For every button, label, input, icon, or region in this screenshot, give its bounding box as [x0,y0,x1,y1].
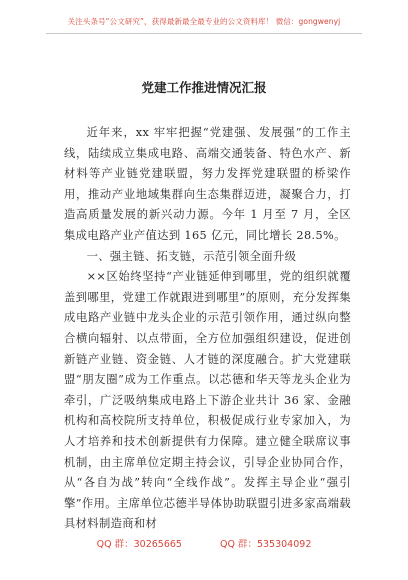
intro-paragraph: 近年来，xx 牢牢把握“党建强、发展强”的工作主线，陆续成立集成电路、高端交通装备、特色水产、新材料等产业链党建联盟，努力发挥党建联盟的桥梁作用，推动产业地域集群向生态集群迈进，凝聚合力，打造高质量发展的新兴动力源。今年 1 月至 7 月，全区集成电路产业产值达到 165 亿元，同比增长 28.5%。 [64,126,351,242]
qq-group-2: QQ 群：535304092 [219,539,312,550]
document-title: 党建工作推进情况汇报 [141,80,267,95]
promo-header: 关注头条号“公文研究”，获得最新最全最专业的公文资料库！ 微信：gongwenyj [67,17,341,26]
qq-group-1: QQ 群：30265665 [96,539,182,550]
qq-footer [0,536,408,550]
document-body [64,123,351,535]
section-paragraph: ××区始终坚持“产业链延伸到哪里，党的组织就覆盖到哪里，党建工作就跟进到哪里”的原则，充分发挥集成电路产业链中龙头企业的示范引领作用，通过纵向整合横向辐射、以点带面，全方位加强组织建设，促进创新链产业链、资金链、人才链的深度融合。扩大党建联盟“朋友圈”成为工作重点。以芯德和华天等龙头企业为牵引，广泛吸纳集成电路上下游企业共计 36 家、金融机构和高校院所支持单位，积极促成行业专家加入，为人才培养和技术创新提供有力保障。建立健全联席议事机制，由主席单位定期主持会议，引导企业协同合作，从“各自为战”转向“全线作战”。发挥主导企业“强引擎”作用。主席单位芯德半导体协助联盟引进多家高端载具材料制造商和材 [64,270,351,531]
section-heading: 一、强主链、拓支链，示范引领全面升级 [86,249,297,263]
header-divider [46,33,362,34]
